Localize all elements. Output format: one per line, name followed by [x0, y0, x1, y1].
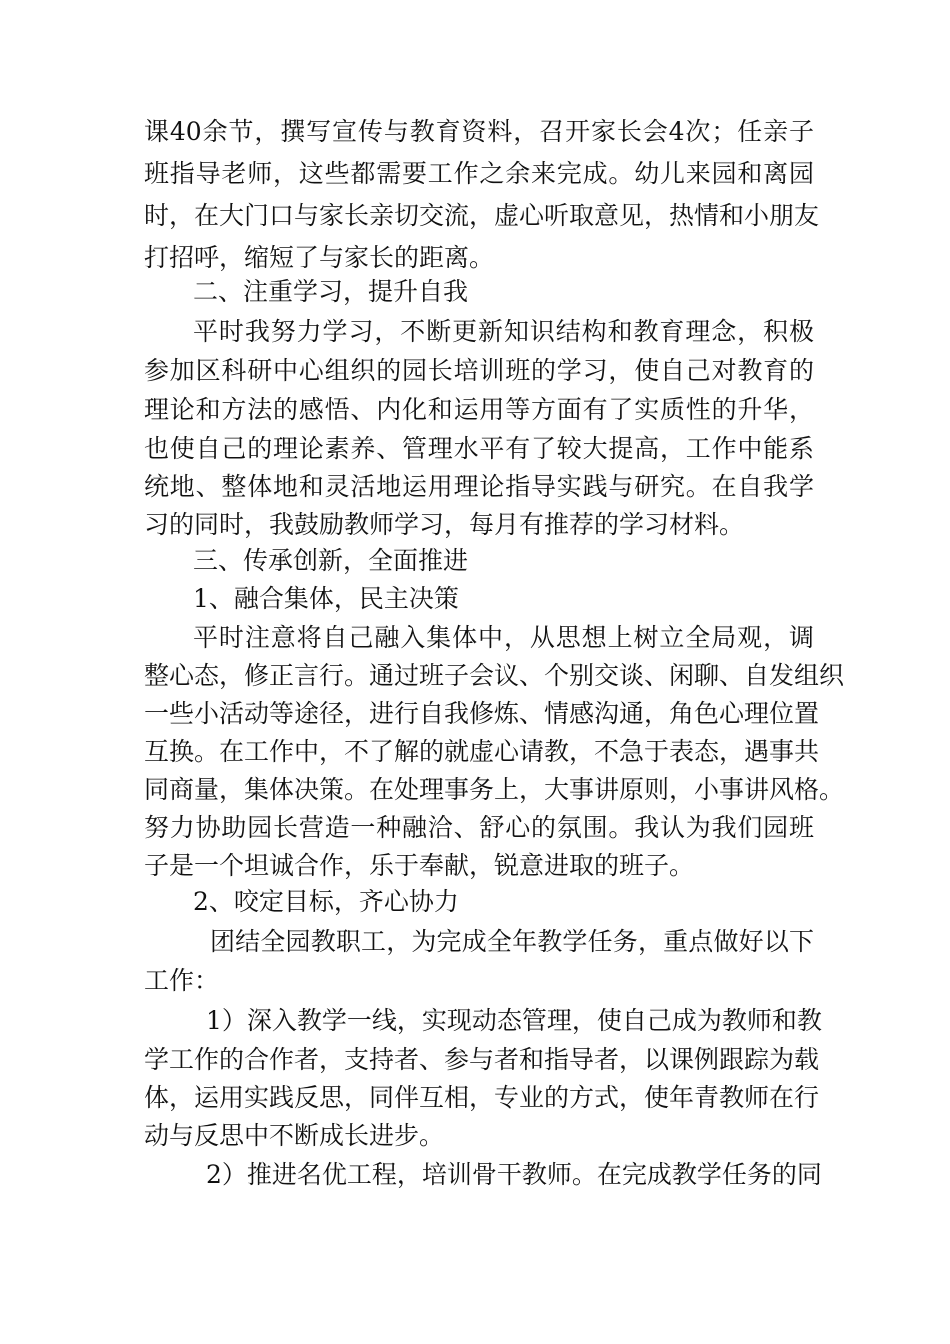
- paragraph-line: 子是一个坦诚合作，乐于奉献，锐意进取的班子。: [144, 851, 695, 880]
- paragraph-line: 整心态，修正言行。通过班子会议、个别交谈、闲聊、自发组织: [144, 661, 845, 690]
- paragraph-line: 习的同时，我鼓励教师学习，每月有推荐的学习材料。: [144, 510, 745, 539]
- paragraph-line: 平时我努力学习，不断更新知识结构和教育理念，积极: [193, 317, 814, 346]
- section-heading: 二、注重学习，提升自我: [193, 277, 469, 306]
- subsection-heading: 2、咬定目标，齐心协力: [193, 887, 459, 916]
- paragraph-line: 学工作的合作者，支持者、参与者和指导者，以课例跟踪为载: [144, 1045, 820, 1074]
- paragraph-line: 也使自己的理论素养、管理水平有了较大提高，工作中能系: [144, 434, 814, 463]
- paragraph-line: 同商量，集体决策。在处理事务上，大事讲原则，小事讲风格。: [144, 775, 845, 804]
- paragraph-line: 班指导老师，这些都需要工作之余来完成。幼儿来园和离园: [144, 159, 814, 188]
- paragraph-line: 理论和方法的感悟、内化和运用等方面有了实质性的升华，: [144, 395, 814, 424]
- paragraph-line: 课40余节，撰写宣传与教育资料，召开家长会4次；任亲子: [144, 117, 814, 146]
- paragraph-line: 互换。在工作中，不了解的就虚心请教，不急于表态，遇事共: [144, 737, 820, 766]
- paragraph-line: 打招呼，缩短了与家长的距离。: [144, 243, 495, 272]
- paragraph-line: 时，在大门口与家长亲切交流，虚心听取意见，热情和小朋友: [144, 201, 820, 230]
- paragraph-line: 努力协助园长营造一种融洽、舒心的氛围。我认为我们园班: [144, 813, 814, 842]
- paragraph-line: 一些小活动等途径，进行自我修炼、情感沟通，角色心理位置: [144, 699, 820, 728]
- paragraph-line: 动与反思中不断成长进步。: [144, 1121, 445, 1150]
- paragraph-line: 工作：: [144, 966, 220, 995]
- paragraph-line: 体，运用实践反思，同伴互相，专业的方式，使年青教师在行: [144, 1083, 820, 1112]
- paragraph-line: 团结全园教职工，为完成全年教学任务，重点做好以下: [210, 927, 814, 956]
- section-heading: 三、传承创新，全面推进: [193, 546, 469, 575]
- paragraph-line: 参加区科研中心组织的园长培训班的学习，使自己对教育的: [144, 356, 814, 385]
- list-item-line: 1）深入教学一线，实现动态管理，使自己成为教师和教: [206, 1006, 822, 1035]
- list-item-line: 2）推进名优工程，培训骨干教师。在完成教学任务的同: [206, 1160, 822, 1189]
- paragraph-line: 统地、整体地和灵活地运用理论指导实践与研究。在自我学: [144, 472, 814, 501]
- subsection-heading: 1、融合集体，民主决策: [193, 584, 459, 613]
- paragraph-line: 平时注意将自己融入集体中，从思想上树立全局观，调: [193, 623, 814, 652]
